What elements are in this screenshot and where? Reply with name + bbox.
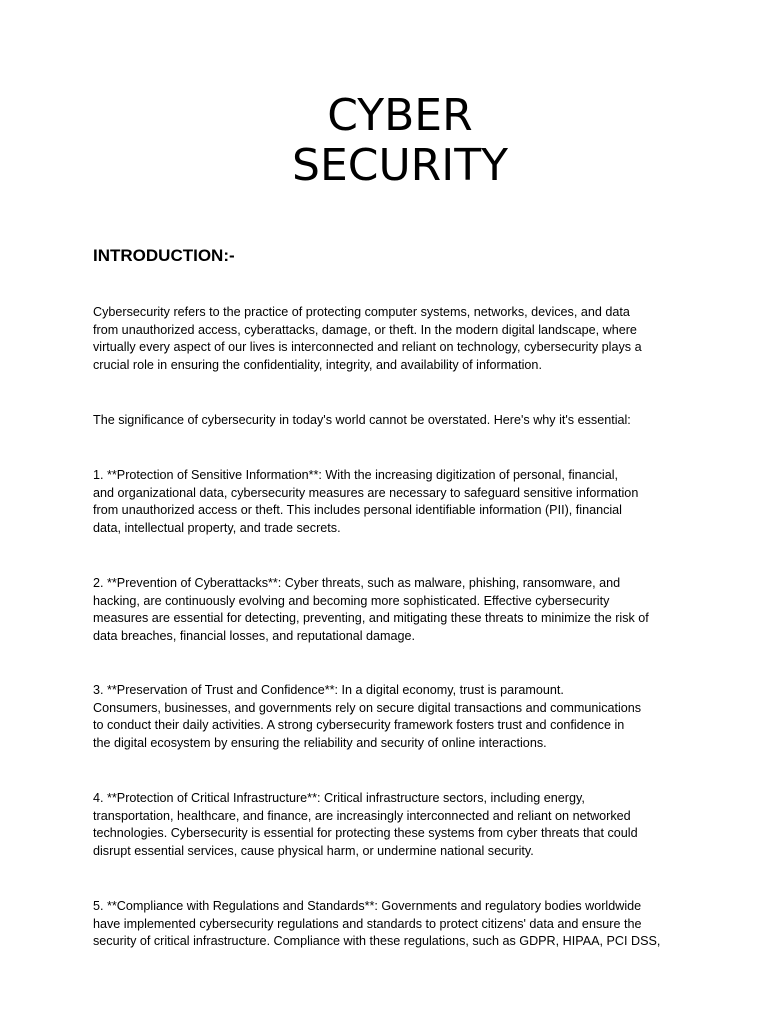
paragraph-definition xyxy=(93,304,683,374)
text-line: 2. **Prevention of Cyberattacks**: Cyber threats, such as malware, phishing, ransomware, and xyxy=(93,576,621,590)
text-line: Consumers, businesses, and governments rely on secure digital transactions and communications xyxy=(93,700,642,715)
text-line: data breaches, financial losses, and reputational damage. xyxy=(93,628,416,643)
text-line: 5. **Compliance with Regulations and Standards**: Governments and regulatory bodies worldwide xyxy=(93,899,642,913)
text-line: security of critical infrastructure. Compliance with these regulations, such as GDPR, HIPAA, PCI DSS, xyxy=(93,934,661,949)
text-line: hacking, are continuously evolving and becoming more sophisticated. Effective cybersecurity xyxy=(93,593,610,608)
text-line: crucial role in ensuring the confidentiality, integrity, and availability of information. xyxy=(93,357,542,372)
text-line: disrupt essential services, cause physical harm, or undermine national security. xyxy=(93,843,534,858)
text-line: transportation, healthcare, and finance, are increasingly interconnected and reliant on networked xyxy=(93,808,631,823)
text-line: and organizational data, cybersecurity measures are necessary to safeguard sensitive information xyxy=(93,485,639,500)
text-line: Cybersecurity refers to the practice of protecting computer systems, networks, devices, and data xyxy=(93,305,630,319)
text-line: 4. **Protection of Critical Infrastructure**: Critical infrastructure sectors, including energy, xyxy=(93,791,585,805)
document-title-line-2: SECURITY xyxy=(292,140,508,191)
text-line: from unauthorized access or theft. This includes personal identifiable information (PII), financial xyxy=(93,503,622,518)
text-line: to conduct their daily activities. A strong cybersecurity framework fosters trust and confidence in xyxy=(93,718,625,733)
text-line: measures are essential for detecting, preventing, and mitigating these threats to minimize the risk of xyxy=(93,611,649,626)
list-item-1 xyxy=(93,467,683,537)
section-heading-introduction: INTRODUCTION:- xyxy=(93,246,235,265)
document-title-line-1: CYBER xyxy=(327,90,473,141)
text-line: 1. **Protection of Sensitive Information**: With the increasing digitization of personal, financial, xyxy=(93,468,619,482)
paragraph-significance xyxy=(93,412,683,430)
text-line: The significance of cybersecurity in today's world cannot be overstated. Here's why it's essential: xyxy=(93,413,631,427)
list-item-5 xyxy=(93,898,683,951)
text-line: virtually every aspect of our lives is interconnected and reliant on technology, cybersecurity plays a xyxy=(93,340,642,355)
text-line: data, intellectual property, and trade secrets. xyxy=(93,520,341,535)
list-item-2 xyxy=(93,575,683,645)
text-line: from unauthorized access, cyberattacks, damage, or theft. In the modern digital landscape, where xyxy=(93,322,637,337)
text-line: technologies. Cybersecurity is essential for protecting these systems from cyber threats that could xyxy=(93,826,638,841)
text-line: the digital ecosystem by ensuring the reliability and security of online interactions. xyxy=(93,735,547,750)
text-line: 3. **Preservation of Trust and Confidence**: In a digital economy, trust is paramount. xyxy=(93,683,564,697)
list-item-3 xyxy=(93,682,683,752)
list-item-4 xyxy=(93,790,683,860)
text-line: have implemented cybersecurity regulations and standards to protect citizens' data and ensure the xyxy=(93,916,642,931)
